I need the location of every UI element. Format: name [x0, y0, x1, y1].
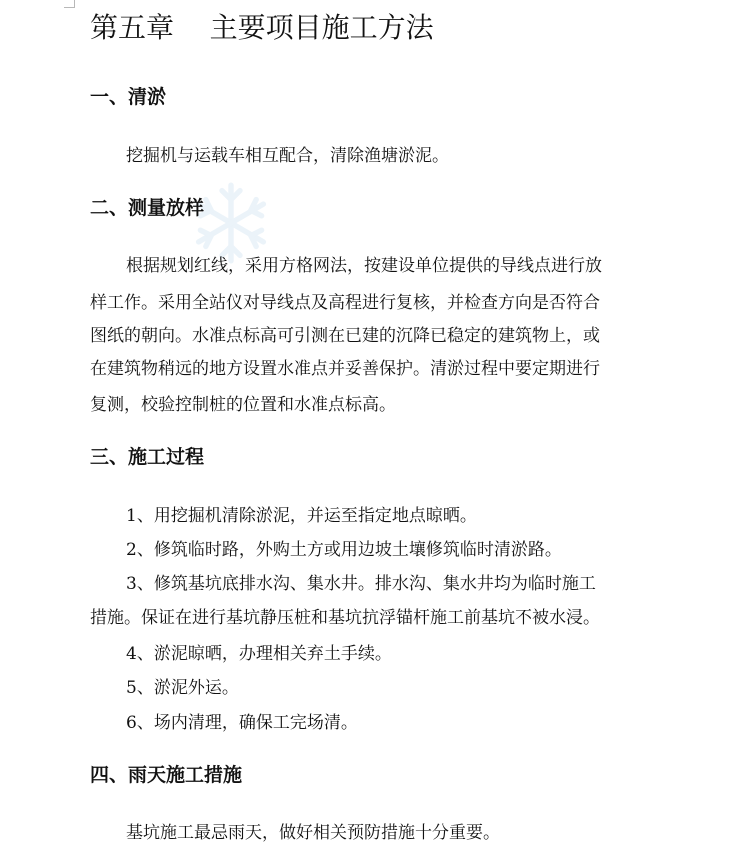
section-paragraph: 基坑施工最忌雨天，做好相关预防措施十分重要。 [126, 823, 500, 843]
page-corner-mark [64, 0, 75, 8]
list-item: 3、修筑基坑底排水沟、集水井。排水沟、集水井均为临时施工 [126, 574, 596, 594]
chapter-title: 第五章 主要项目施工方法 [90, 11, 434, 44]
section-paragraph: 挖掘机与运载车相互配合，清除渔塘淤泥。 [126, 146, 449, 166]
list-item-continuation: 措施。保证在进行基坑静压桩和基坑抗浮锚杆施工前基坑不被水浸。 [90, 608, 600, 628]
section-heading-rain-measures: 四、雨天施工措施 [90, 764, 243, 786]
list-item: 6、场内清理，确保工完场清。 [126, 713, 358, 733]
paragraph-line: 在建筑物稍远的地方设置水准点并妥善保护。清淤过程中要定期进行 [90, 359, 600, 379]
section-heading-surveying: 二、测量放样 [90, 197, 205, 219]
section-heading-process: 三、施工过程 [90, 446, 205, 468]
paragraph-line: 样工作。采用全站仪对导线点及高程进行复核，并检查方向是否符合 [90, 293, 600, 313]
list-item: 5、淤泥外运。 [126, 678, 239, 698]
paragraph-line: 复测，校验控制桩的位置和水准点标高。 [90, 395, 396, 415]
list-item: 1、用挖掘机清除淤泥，并运至指定地点晾晒。 [126, 506, 477, 526]
list-item: 4、淤泥晾晒，办理相关弃土手续。 [126, 644, 392, 664]
list-item: 2、修筑临时路，外购土方或用边坡土壤修筑临时清淤路。 [126, 540, 562, 560]
paragraph-line: 根据规划红线，采用方格网法，按建设单位提供的导线点进行放 [126, 256, 602, 276]
section-heading-dredging: 一、清淤 [90, 86, 167, 108]
paragraph-line: 图纸的朝向。水准点标高可引测在已建的沉降已稳定的建筑物上，或 [90, 326, 600, 346]
